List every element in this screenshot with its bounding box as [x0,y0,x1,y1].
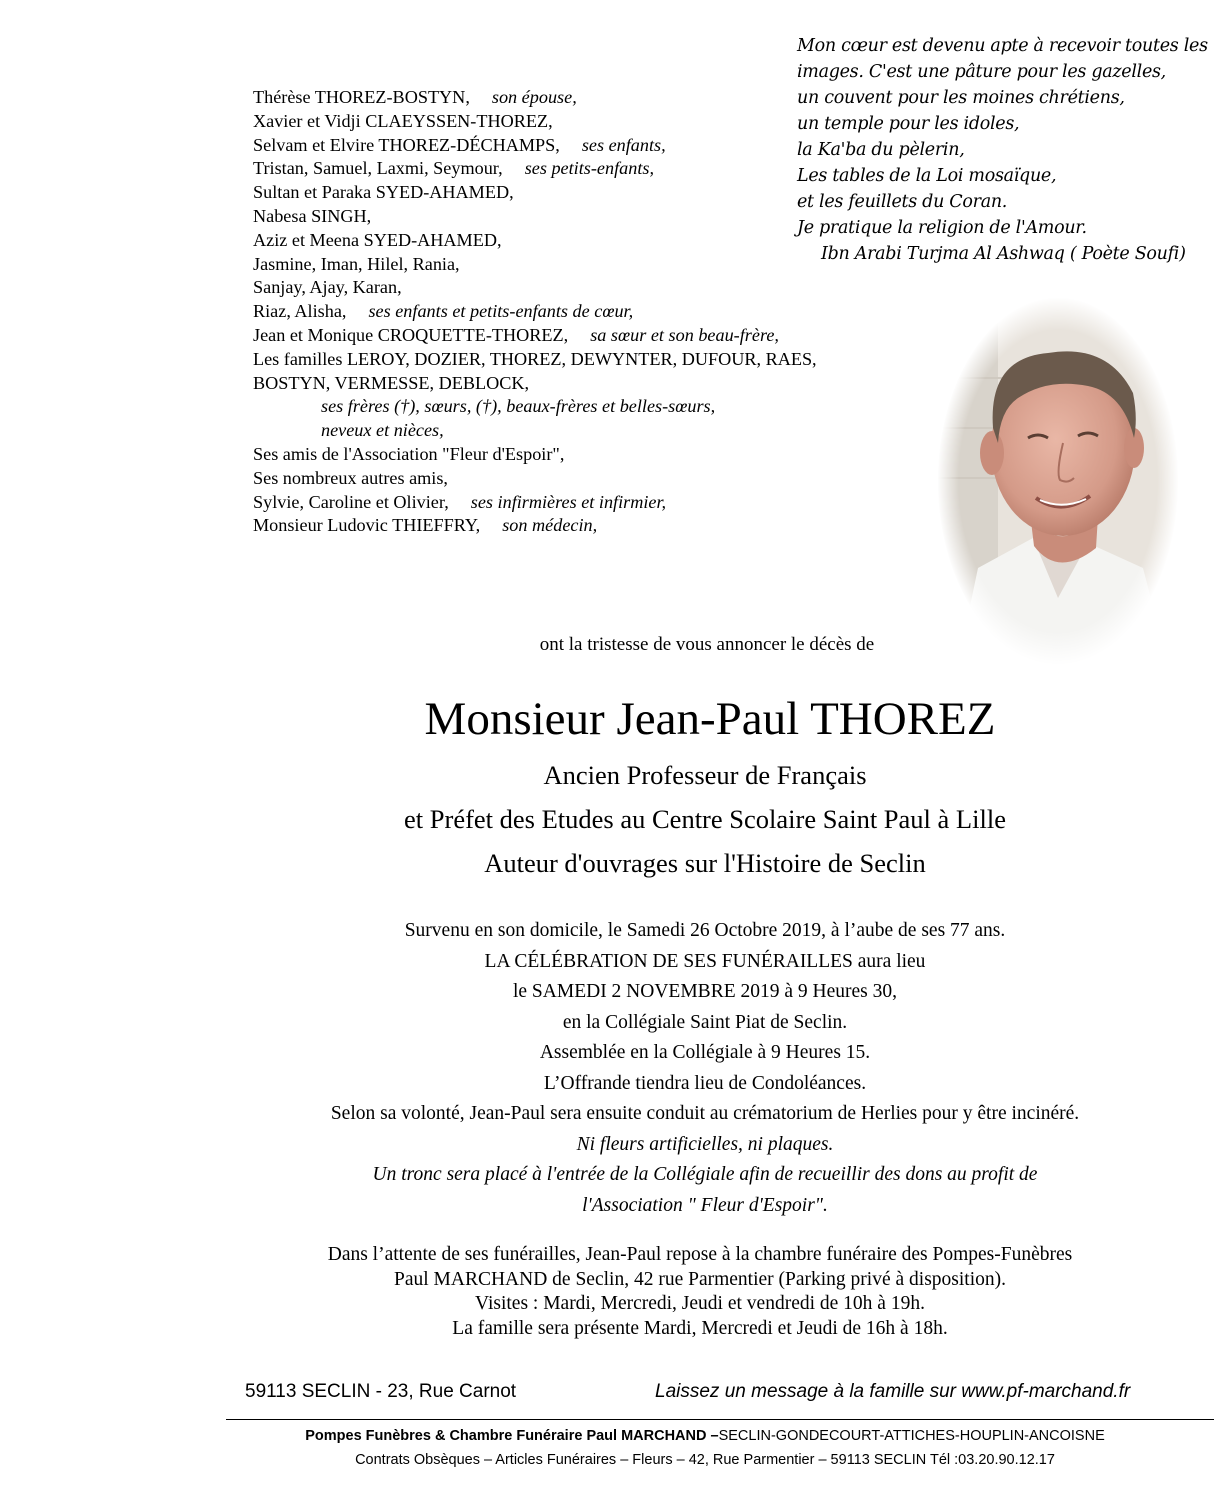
family-name: Thérèse THOREZ-BOSTYN, [253,87,470,107]
family-name: Nabesa SINGH, [253,205,372,226]
family-role: sa sœur et son beau-frère, [590,324,779,345]
footer-message-link[interactable]: Laissez un message à la famille sur www.pf-marchand.fr [655,1381,1131,1402]
portrait-photo [938,298,1178,664]
company-locations: SECLIN-GONDECOURT-ATTICHES-HOUPLIN-ANCOISNE [718,1428,1105,1444]
family-role: ses enfants, [581,134,666,155]
deceased-title: Auteur d'ouvrages sur l'Histoire de Seclin [484,848,926,878]
deceased-title: et Préfet des Etudes au Centre Scolaire Saint Paul à Lille [404,804,1006,834]
footer-services: Contrats Obsèques – Articles Funéraires – Fleurs – 42, Rue Parmentier – 59113 SECLIN Tél :03.20.90.12.17 [355,1452,1055,1468]
detail-line: en la Collégiale Saint Piat de Seclin. [562,1011,848,1033]
family-line [253,229,953,253]
deceased-name: Monsieur Jean-Paul THOREZ [424,693,996,745]
detail-line-italic: l'Association " Fleur d'Espoir". [582,1194,828,1216]
family-name: Riaz, Alisha, [253,301,347,322]
detail-line: Selon sa volonté, Jean-Paul sera ensuite conduit au crématorium de Herlies pour y être incinéré. [330,1103,1080,1124]
family-name: Tristan, Samuel, Laxmi, Seymour, [253,158,503,179]
family-role: son épouse, [491,87,577,107]
family-name: Sultan et Paraka SYED-AHAMED, [253,182,514,203]
family-line [253,205,953,229]
family-name: Monsieur Ludovic THIEFFRY, [253,515,481,536]
family-line [253,348,953,372]
family-line [253,467,953,491]
family-list [253,86,953,538]
family-line [253,300,953,324]
footer-company [200,1428,1210,1444]
detail-line-italic: Un tronc sera placé à l'entrée de la Collégiale afin de recueillir des dons au profit de [372,1164,1038,1185]
family-role: ses enfants et petits-enfants de cœur, [368,301,634,322]
family-line [253,324,953,348]
family-line [253,276,953,300]
poem-line: Mon cœur est devenu apte à recevoir toutes les [797,36,1208,56]
family-name: Ses amis de l'Association "Fleur d'Espoir", [253,443,565,464]
company-name: Pompes Funèbres & Chambre Funéraire Paul MARCHAND – [305,1428,719,1444]
resting-line: La famille sera présente Mardi, Mercredi et Jeudi de 16h à 18h. [452,1317,948,1339]
family-line [253,86,953,110]
funeral-details [200,916,1210,1221]
detail-line: Assemblée en la Collégiale à 9 Heures 15. [539,1042,871,1063]
family-role: ses petits-enfants, [524,158,655,179]
poem-line: Je pratique la religion de l'Amour. [797,218,1087,238]
family-name: Sanjay, Ajay, Karan, [253,277,402,298]
family-name: Selvam et Elvire THOREZ-DÉCHAMPS, [253,134,560,155]
family-line [253,253,953,277]
family-line [253,491,953,515]
poem-line: la Ka'ba du pèlerin, [797,140,965,160]
detail-line: Survenu en son domicile, le Samedi 26 Octobre 2019, à l’aube de ses 77 ans. [404,920,1006,941]
poem-line: un couvent pour les moines chrétiens, [797,88,1125,108]
footer-divider [226,1419,1214,1420]
family-line [253,157,953,181]
detail-line: LA CÉLÉBRATION DE SES FUNÉRAILLES aura lieu [484,950,926,972]
detail-line: L’Offrande tiendra lieu de Condoléances. [543,1072,867,1094]
family-line-indented: neveux et nièces, [321,420,444,441]
resting-line: Visites : Mardi, Mercredi, Jeudi et vendredi de 10h à 19h. [475,1293,925,1314]
announcement: ont la tristesse de vous annoncer le décès de [539,634,875,655]
family-name: Ses nombreux autres amis, [253,467,448,488]
family-name: Sylvie, Caroline et Olivier, [253,491,449,512]
family-name: Jasmine, Iman, Hilel, Rania, [253,253,460,274]
resting-line: Paul MARCHAND de Seclin, 42 rue Parmentier (Parking privé à disposition). [394,1268,1006,1290]
family-line [253,181,953,205]
resting-info [200,1243,1200,1341]
poem-line: un temple pour les idoles, [797,114,1020,134]
family-line-indented: ses frères (†), sœurs, (†), beaux-frères et belles-sœurs, [321,396,716,417]
deceased-title: Ancien Professeur de Français [543,760,867,790]
family-line [253,372,953,396]
family-name: Aziz et Meena SYED-AHAMED, [253,229,502,250]
family-line [253,134,953,158]
poem-line: et les feuillets du Coran. [797,192,1008,212]
poem-line: images. C'est une pâture pour les gazelles, [797,62,1166,82]
family-name: Xavier et Vidji CLAEYSSEN-THOREZ, [253,110,553,131]
family-line [253,110,953,134]
detail-line: le SAMEDI 2 NOVEMBRE 2019 à 9 Heures 30, [512,981,897,1002]
resting-line: Dans l’attente de ses funérailles, Jean-Paul repose à la chambre funéraire des Pompes-Funèbres [327,1244,1073,1265]
family-role: ses infirmières et infirmier, [470,491,667,512]
family-name: Les familles LEROY, DOZIER, THOREZ, DEWYNTER, DUFOUR, RAES, [253,348,817,369]
footer-address: 59113 SECLIN - 23, Rue Carnot [245,1381,517,1402]
poem-line: Les tables de la Loi mosaïque, [797,166,1057,186]
family-line [253,443,953,467]
family-name: BOSTYN, VERMESSE, DEBLOCK, [253,372,530,393]
poem-author: Ibn Arabi Turjma Al Ashwaq ( Poète Soufi) [821,244,1186,264]
detail-line-italic: Ni fleurs artificielles, ni plaques. [576,1133,834,1155]
family-role: son médecin, [502,515,598,536]
family-line [253,514,953,538]
family-name: Jean et Monique CROQUETTE-THOREZ, [253,324,569,345]
